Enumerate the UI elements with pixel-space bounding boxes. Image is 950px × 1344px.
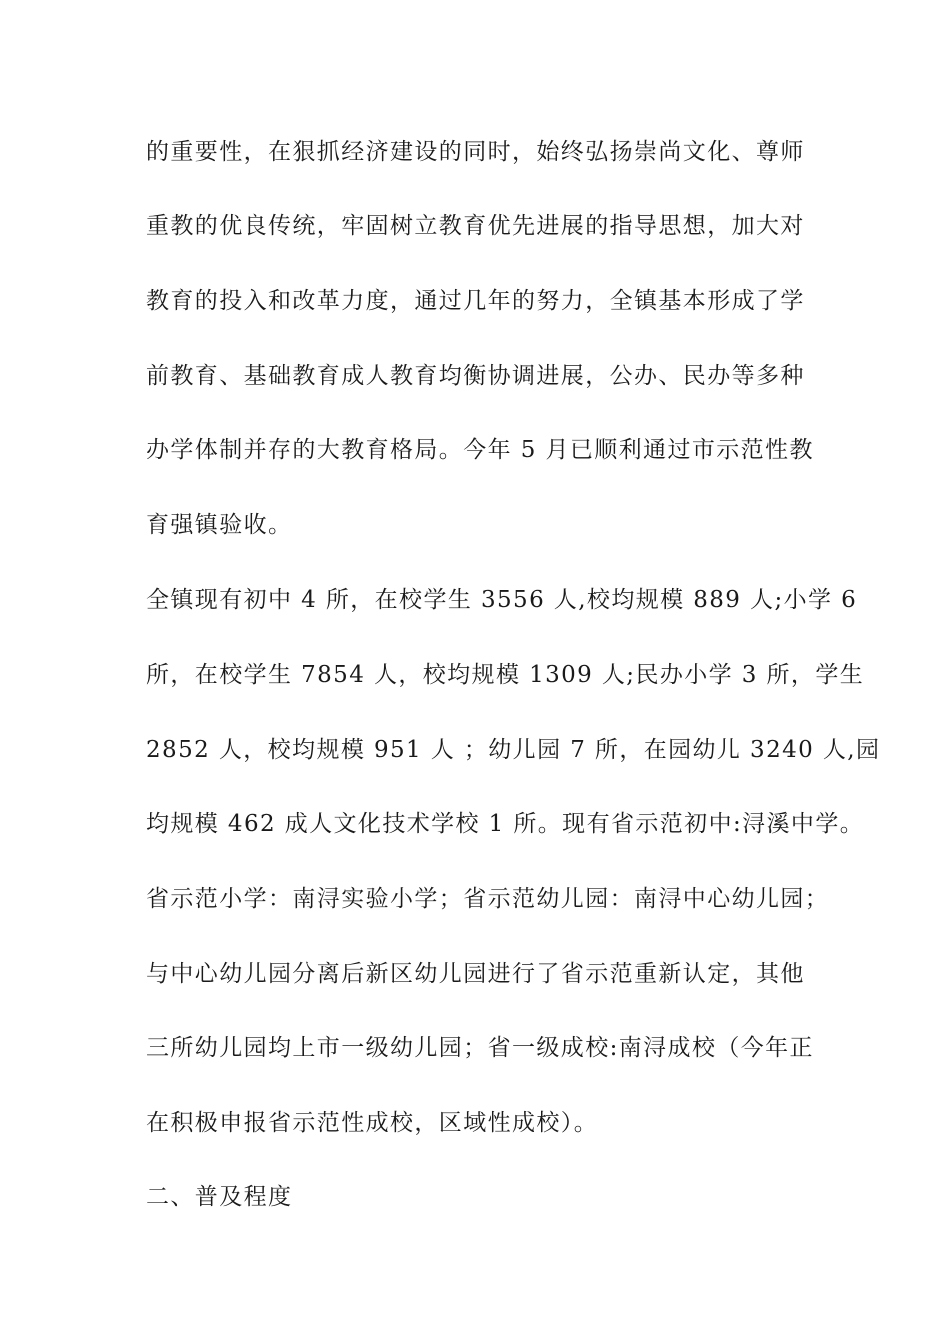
text-line: 与中心幼儿园分离后新区幼儿园进行了省示范重新认定，其他 bbox=[146, 961, 805, 987]
section-heading: 二、普及程度 bbox=[146, 1184, 293, 1210]
text-line: 均规模 462 成人文化技术学校 1 所。现有省示范初中:浔溪中学。 bbox=[146, 811, 865, 837]
text-line: 全镇现有初中 4 所，在校学生 3556 人,校均规模 889 人;小学 6 bbox=[146, 587, 858, 613]
text-line: 办学体制并存的大教育格局。今年 5 月已顺利通过市示范性教 bbox=[146, 437, 814, 463]
text-line: 的重要性，在狠抓经济建设的同时，始终弘扬崇尚文化、尊师 bbox=[146, 139, 805, 165]
text-line: 教育的投入和改革力度，通过几年的努力，全镇基本形成了学 bbox=[146, 288, 805, 314]
text-line: 前教育、基础教育成人教育均衡协调进展，公办、民办等多种 bbox=[146, 363, 805, 389]
text-line: 在积极申报省示范性成校，区域性成校）。 bbox=[146, 1110, 599, 1136]
text-line: 2852 人，校均规模 951 人 ；幼儿园 7 所，在园幼儿 3240 人,园 bbox=[146, 737, 881, 763]
text-line: 省示范小学：南浔实验小学；省示范幼儿园：南浔中心幼儿园； bbox=[146, 886, 830, 912]
text-line: 所，在校学生 7854 人，校均规模 1309 人;民办小学 3 所，学生 bbox=[146, 662, 865, 688]
text-line: 育强镇验收。 bbox=[146, 512, 293, 538]
text-line: 重教的优良传统，牢固树立教育优先进展的指导思想，加大对 bbox=[146, 213, 805, 239]
text-line: 三所幼儿园均上市一级幼儿园；省一级成校:南浔成校（今年正 bbox=[146, 1035, 814, 1061]
